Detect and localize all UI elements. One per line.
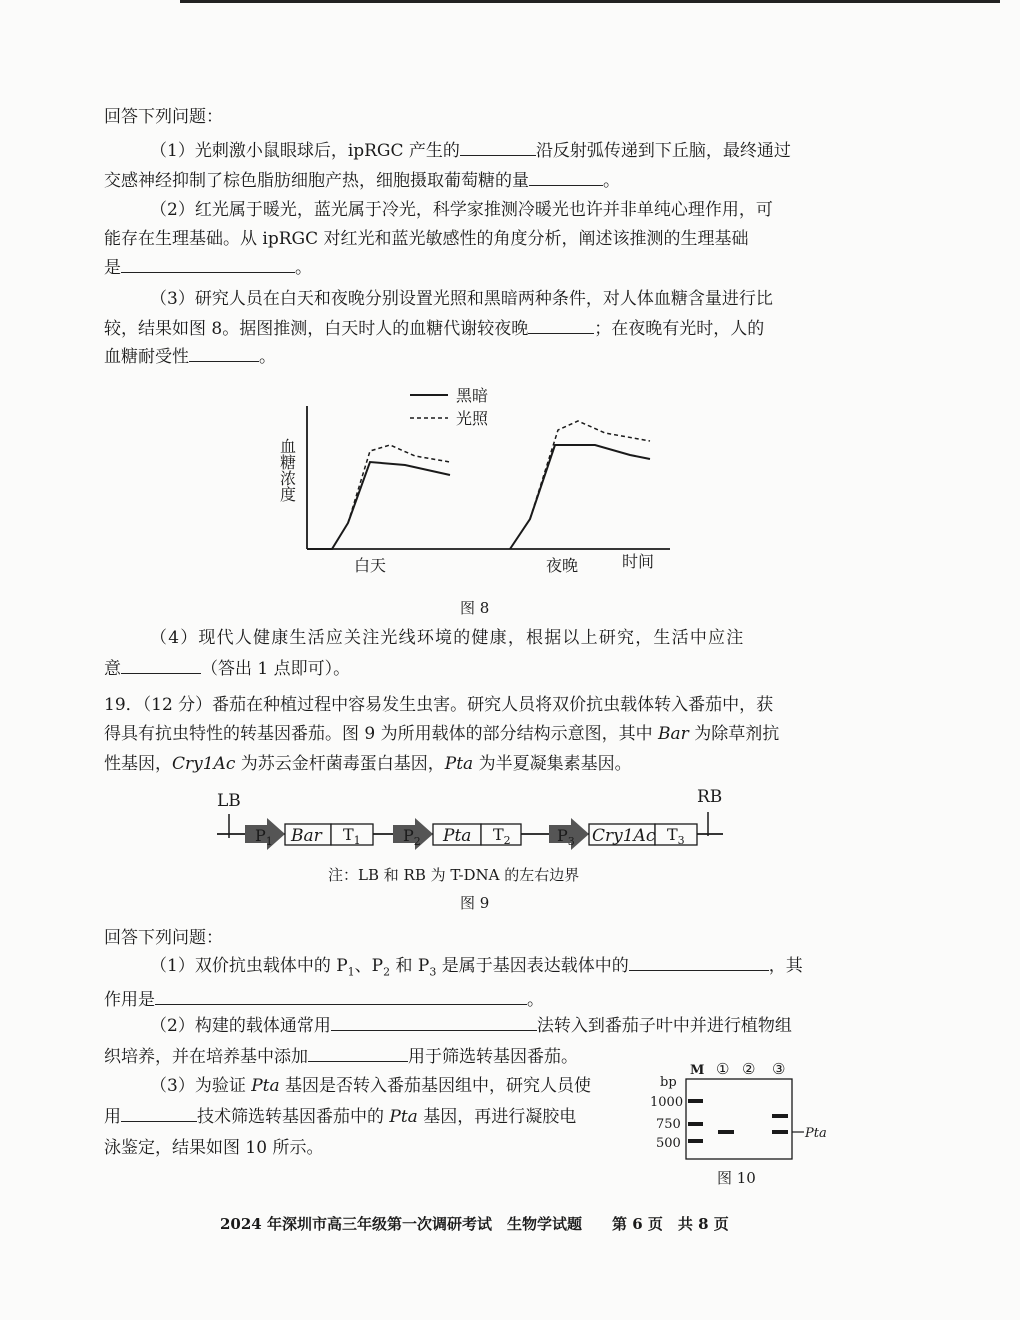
answer-blank[interactable]: [189, 345, 259, 362]
answer-blank[interactable]: [121, 256, 295, 273]
q19-part1-line2: 作用是 。: [104, 990, 544, 1010]
q19-part3-line1: （3）为验证 Pta 基因是否转入番茄基因组中，研究人员使: [150, 1076, 592, 1096]
ladder-band-1000: [688, 1099, 703, 1103]
q19-part3-line2: 用 技术筛选转基因番茄中的 Pta 基因，再进行凝胶电: [104, 1107, 577, 1127]
figure-8-chart: [260, 378, 690, 593]
q18-part3-line1: （3）研究人员在白天和夜晚分别设置光照和黑暗两种条件，对人体血糖含量进行比: [150, 289, 773, 309]
promoter-3-label: $P_3$: [557, 826, 575, 848]
marker-750: 750: [656, 1117, 681, 1132]
lane-label-2: ②: [742, 1060, 756, 1078]
legend-label-light: 光照: [456, 409, 489, 428]
lane3-band-upper: [772, 1114, 788, 1118]
lane-label-3: ③: [772, 1060, 786, 1078]
y-axis-label: 血糖浓度: [277, 438, 297, 502]
q19-part2-line1: （2）构建的载体通常用 法转入到番茄子叶中并进行植物组: [150, 1016, 792, 1036]
q18-part3-line3: 血糖耐受性 。: [104, 347, 276, 367]
q19-intro-line2: 得具有抗虫特性的转基因番茄。图 9 为所用载体的部分结构示意图，其中 Bar 为除草剂抗: [104, 724, 780, 744]
pta-band-label: Pta: [805, 1126, 827, 1141]
q18-part3-line2: 较，结果如图 8。据图推测，白天时人的血糖代谢较夜晚 ；在夜晚有光时，人的: [104, 319, 765, 339]
q18-part2-line1: （2）红光属于暖光，蓝光属于冷光，科学家推测冷暖光也许并非单纯心理作用，可: [150, 200, 773, 220]
answer-blank[interactable]: [528, 317, 594, 334]
x-axis-label: 时间: [622, 552, 655, 571]
q18-part1-line2: 交感神经抑制了棕色脂肪细胞产热，细胞摄取葡萄糖的量 。: [104, 171, 620, 191]
gene-cry1ac-label: Cry1Ac: [592, 826, 656, 846]
figure-8-caption: 图 8: [460, 599, 490, 617]
q18-part4-line1: （4）现代人健康生活应关注光线环境的健康，根据以上研究，生活中应注: [150, 628, 745, 648]
series-light-day: [348, 445, 450, 523]
series-light-night: [530, 421, 650, 519]
figure-10-gel: [648, 1055, 848, 1165]
x-tick-day: 白天: [354, 556, 387, 575]
q19-part2-line2: 织培养，并在培养基中添加 用于筛选转基因番茄。: [104, 1047, 578, 1067]
lb-label: LB: [217, 791, 241, 811]
series-dark-night: [510, 445, 650, 549]
legend-label-dark: 黑暗: [456, 386, 489, 405]
q18-part2-line2: 能存在生理基础。从 ipRGC 对红光和蓝光敏感性的角度分析，阐述该推测的生理基础: [104, 229, 749, 249]
q19-intro-line3: 性基因，Cry1Ac 为苏云金杆菌毒蛋白基因，Pta 为半夏凝集素基因。: [104, 754, 632, 774]
q19-intro-line1: 19．（12 分）番茄在种植过程中容易发生虫害。研究人员将双价抗虫载体转入番茄中，获: [104, 695, 774, 715]
answer-blank[interactable]: [308, 1045, 408, 1062]
ladder-band-750: [688, 1122, 703, 1126]
gel-frame: [686, 1079, 792, 1159]
answer-blank[interactable]: [629, 954, 769, 971]
figure-9-vector-diagram: [205, 780, 745, 855]
lane-label-1: ①: [716, 1060, 730, 1078]
answer-heading-18: 回答下列问题：: [104, 107, 223, 127]
answer-blank[interactable]: [529, 169, 603, 186]
answer-heading-19: 回答下列问题：: [104, 928, 223, 948]
bp-unit-label: bp: [660, 1075, 677, 1090]
q18-part2-line3: 是 。: [104, 258, 312, 278]
lane-label-m: M: [690, 1063, 705, 1078]
page-footer: 2024 年深圳市高三年级第一次调研考试 生物学试题 第 6 页 共 8 页: [220, 1215, 729, 1233]
x-tick-night: 夜晚: [546, 556, 579, 575]
marker-1000: 1000: [650, 1095, 684, 1110]
lane1-band: [718, 1130, 734, 1134]
answer-blank[interactable]: [331, 1014, 537, 1031]
promoter-2-label: $P_2$: [403, 826, 421, 848]
terminator-1-label: $T_1$: [343, 825, 361, 847]
answer-blank[interactable]: [155, 988, 527, 1005]
marker-500: 500: [656, 1136, 681, 1151]
figure-10-caption: 图 10: [717, 1169, 756, 1187]
terminator-2-label: $T_2$: [493, 825, 511, 847]
q19-part3-line3: 泳鉴定，结果如图 10 所示。: [104, 1138, 324, 1158]
series-dark-day: [307, 462, 450, 549]
q18-part4-line2: 意 （答出 1 点即可）。: [104, 659, 351, 679]
answer-blank[interactable]: [121, 657, 201, 674]
ladder-band-500: [688, 1139, 703, 1143]
promoter-1-label: $P_1$: [255, 826, 273, 848]
gene-bar-label: Bar: [291, 826, 322, 846]
rb-label: RB: [697, 787, 723, 807]
lane3-band-pta: [772, 1130, 788, 1134]
terminator-3-label: $T_3$: [667, 825, 685, 847]
q19-part1-line1: （1）双价抗虫载体中的 $P_1$、$P_2$ 和 $P_3$ 是属于基因表达载体中的 ，其: [150, 956, 803, 979]
page-top-border: [180, 0, 1000, 3]
answer-blank[interactable]: [121, 1105, 197, 1122]
figure-9-caption: 图 9: [460, 894, 490, 912]
q18-part1-line1: （1）光刺激小鼠眼球后，ipRGC 产生的 沿反射弧传递到下丘脑，最终通过: [150, 141, 791, 161]
gene-pta-label: Pta: [443, 826, 472, 846]
figure-9-note: 注：LB 和 RB 为 T-DNA 的左右边界: [328, 866, 580, 884]
answer-blank[interactable]: [460, 139, 536, 156]
